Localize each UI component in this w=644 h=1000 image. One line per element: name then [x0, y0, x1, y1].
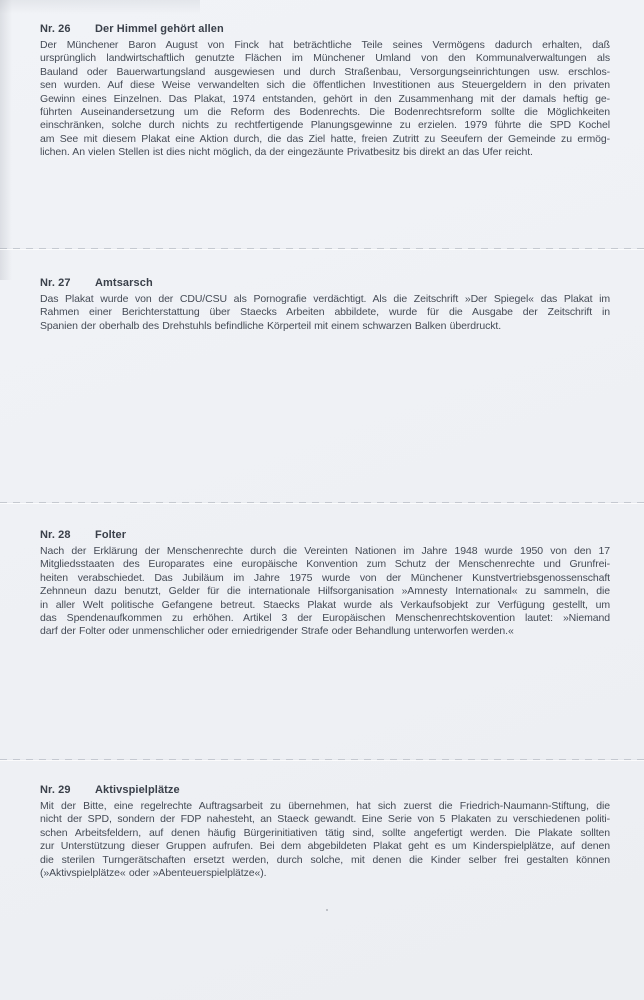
poster-entry: [40, 276, 610, 333]
entry-title: Aktivspielplätze: [95, 784, 180, 796]
description-line: in aller Welt politische Gefangene betreut. Staecks Plakat wurde als Verkaufsobjekt zur Verfügung gestellt, um: [40, 598, 610, 611]
description-line: (»Aktivspielplätze« oder »Abenteuerspielplätze«).: [40, 867, 267, 880]
entry-title: Amtsarsch: [95, 277, 153, 289]
description-line: Spanien der oberhalb des Drehstuhls befindliche Körperteil mit einem schwarzen Balken überdruckt.: [40, 319, 502, 332]
entry-description: [40, 800, 610, 880]
entry-description: [40, 545, 610, 639]
description-line: heiten verabschiedet. Das Jubiläum im Jahre 1975 wurde von der Münchener Kunstvertriebsgenossenschaft: [40, 571, 610, 584]
description-line: einschränken, solche durch nichts zu rechtfertigende Planungsgewinne zu erzielen. 1979 führte die SPD Kochel: [40, 119, 610, 132]
entry-number: Nr. 26: [40, 23, 71, 35]
poster-entry: [40, 528, 610, 639]
description-line: darf der Folter oder unmenschlicher oder erniedrigender Strafe oder Behandlung unterworfen werden.«: [40, 625, 514, 638]
entry-description: [40, 293, 610, 333]
entry-header: [40, 276, 610, 290]
description-line: am See mit diesem Plakat eine Aktion durch, die das Ziel hatte, freien Zutritt zu Seeufern der Gemeinde zu ermög-: [40, 132, 610, 145]
description-line: Gewinn eines Einzelnen. Das Plakat, 1974 entstanden, gehört in den Zusammenhang mit der damals heftig ge-: [40, 92, 610, 105]
fold-perforation-line: [0, 502, 644, 503]
description-line: Der Münchener Baron August von Finck hat beträchtliche Teile seines Vermögens dadurch erhalten, daß: [40, 39, 610, 51]
entry-header: [40, 783, 610, 797]
entry-number: Nr. 28: [40, 529, 71, 541]
description-line: schen Arbeitsfeldern, auf denen häufig Bürgerinitiativen tätig sind, sollte angefertigt werden. Die Plakate sollten: [40, 826, 610, 839]
description-line: die sterilen Turngerätschaften ersetzt werden, durch solche, mit denen die Kinder selber frei gestalten können: [40, 853, 610, 866]
description-line: Das Plakat wurde von der CDU/CSU als Pornografie verdächtigt. Als die Zeitschrift »Der Spiegel« das Plakat im: [40, 293, 610, 305]
fold-perforation-line: [0, 759, 644, 760]
description-line: lichen. An vielen Stellen ist dies nicht möglich, da der eingezäunte Privatbesitz bis direkt an das Ufer reicht.: [40, 146, 533, 159]
entry-description: [40, 39, 610, 160]
entry-number: Nr. 27: [40, 277, 71, 289]
poster-entry: [40, 783, 610, 880]
description-line: das Spendenaufkommen zu erhöhen. Artikel 3 der Europäischen Menschenrechtskovention lautet: »Niemand: [40, 612, 610, 625]
entry-title: Folter: [95, 529, 127, 541]
description-line: Nach der Erklärung der Menschenrechte durch die Vereinten Nationen im Jahre 1948 wurde 1950 von den 17: [40, 545, 610, 557]
dust-speck: [326, 909, 328, 911]
entry-header: [40, 528, 610, 542]
description-line: Mitgliedsstaaten des Europarates eine europäische Konvention zum Schutz der Menschenrechte und Grunfrei-: [40, 558, 610, 571]
description-line: ursprünglich landwirtschaftlich genutzte Flächen im Münchener Umland von den Kommunalverwaltungen als: [40, 52, 610, 65]
description-line: führten Auseinandersetzung um die Reform des Bodenrechts. Die Bodenrechtsreform sollte die Möglichkeiten: [40, 106, 610, 119]
description-line: nicht der SPD, sondern der FDP nahesteht, an Staeck gewandt. Eine Serie von 5 Plakaten zu verschiedenen politi-: [40, 813, 610, 826]
entry-header: [40, 22, 610, 36]
description-line: Bauland oder Bauerwartungsland ausgewiesen und durch Straßenbau, Versorgungseinrichtungen usw. erschlos-: [40, 65, 610, 78]
description-line: Mit der Bitte, eine regelrechte Auftragsarbeit zu übernehmen, hat sich zuerst die Friedrich-Naumann-Stiftung, die: [40, 800, 610, 812]
fold-perforation-line: [0, 248, 644, 249]
description-line: Zehnneun dazu benutzt, Gelder für die internationale Hilfsorganisation »Amnesty International« zu sammeln, die: [40, 585, 610, 598]
description-line: zur Unterstützung dieser Gruppen aufrufen. Bei dem abgebildeten Plakat geht es um Kinderspielplätze, auf denen: [40, 840, 610, 853]
page-top-edge-shadow: [0, 0, 200, 14]
page-left-edge-shadow: [0, 0, 12, 280]
description-line: Rahmen einer Berichterstattung über Staecks Arbeiten abbildete, wurde für die Ausgabe der Zeitschrift in: [40, 306, 610, 319]
poster-entry: [40, 22, 610, 160]
entry-number: Nr. 29: [40, 784, 71, 796]
entry-title: Der Himmel gehört allen: [95, 23, 224, 35]
description-line: sen wurden. Auf diese Weise verwandelten sich die öffentlichen Investitionen aus Steuergeldern in den privaten: [40, 79, 610, 92]
